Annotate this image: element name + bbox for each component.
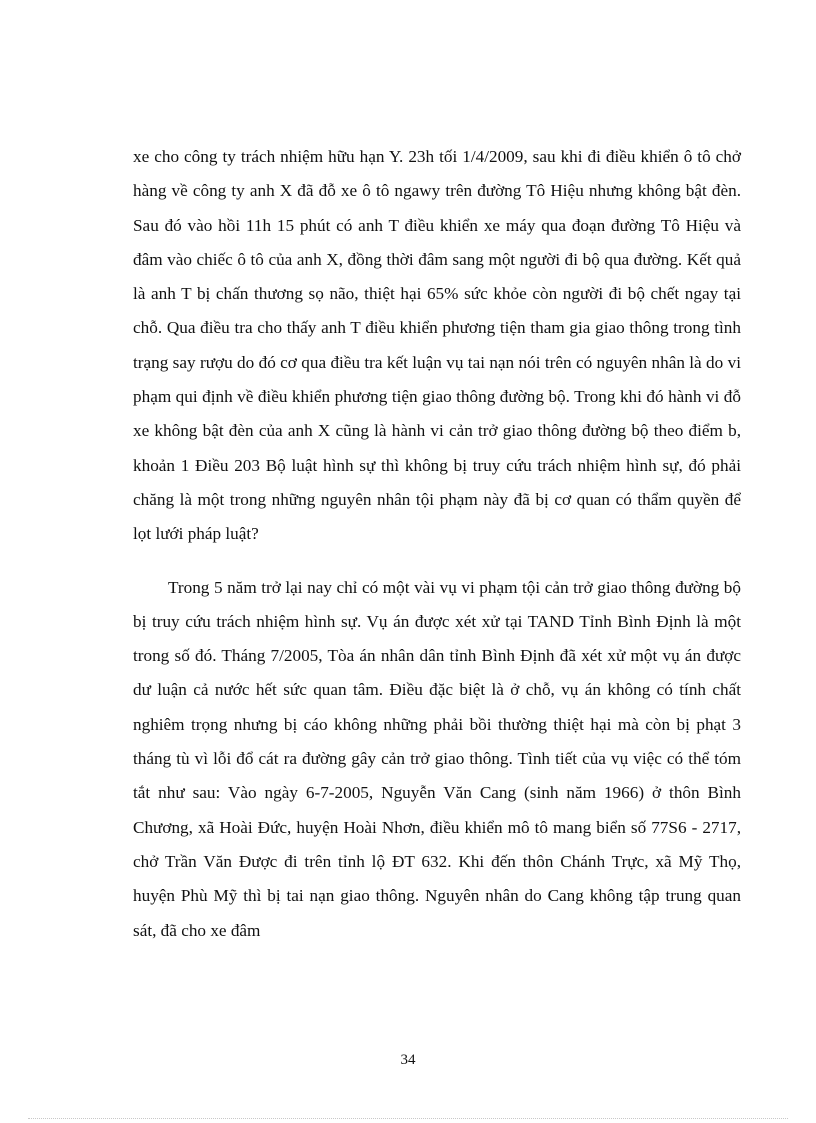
paragraph-case-study: Trong 5 năm trở lại nay chỉ có một vài vụ vi phạm tội cản trở giao thông đường bộ bị truy cứu trách nhiệm hình sự. Vụ án được xét xử tại TAND Tỉnh Bình Định là một trong số đó. Tháng 7/2005, Tòa án nhân dân tỉnh Bình Định đã xét xử một vụ án được dư luận cả nước hết sức quan tâm. Điều đặc biệt là ở chỗ, vụ án không có tính chất nghiêm trọng nhưng bị cáo không những phải bồi thường thiệt hại mà còn bị phạt 3 tháng tù vì lỗi đổ cát ra đường gây cản trở giao thông. Tình tiết của vụ việc có thể tóm tắt như sau: Vào ngày 6-7-2005, Nguyễn Văn Cang (sinh năm 1966) ở thôn Bình Chương, xã Hoài Đức, huyện Hoài Nhơn, điều khiển mô tô mang biển số 77S6 - 2717, chở Trần Văn Được đi trên tỉnh lộ ĐT 632. Khi đến thôn Chánh Trực, xã Mỹ Thọ, huyện Phù Mỹ thì bị tai nạn giao thông. Nguyên nhân do Cang không tập trung quan sát, đã cho xe đâm (133, 577, 741, 940)
document-body (133, 140, 741, 948)
page-bottom-divider (28, 1118, 788, 1119)
page-number: 34 (400, 1052, 416, 1068)
paragraph-continued: xe cho công ty trách nhiệm hữu hạn Y. 23h tối 1/4/2009, sau khi đi điều khiển ô tô chở hàng về công ty anh X đã đỗ xe ô tô ngawy trên đường Tô Hiệu nhưng không bật đèn. Sau đó vào hồi 11h 15 phút có anh T điều khiển xe máy qua đoạn đường Tô Hiệu và đâm vào chiếc ô tô của anh X, đồng thời đâm sang một người đi bộ qua đường. Kết quả là anh T bị chấn thương sọ não, thiệt hại 65% sức khỏe còn người đi bộ chết ngay tại chỗ. Qua điều tra cho thấy anh T điều khiển phương tiện tham gia giao thông trong tình trạng say rượu do đó cơ qua điều tra kết luận vụ tai nạn nói trên có nguyên nhân là do vi phạm qui định về điều khiển phương tiện giao thông đường bộ. Trong khi đó hành vi đỗ xe không bật đèn của anh X cũng là hành vi cản trở giao thông đường bộ theo điểm b, khoản 1 Điều 203 Bộ luật hình sự thì không bị truy cứu trách nhiệm hình sự, đó phải chăng là một trong những nguyên nhân tội phạm này đã bị cơ quan có thẩm quyền để lọt lưới pháp luật? (133, 147, 741, 544)
